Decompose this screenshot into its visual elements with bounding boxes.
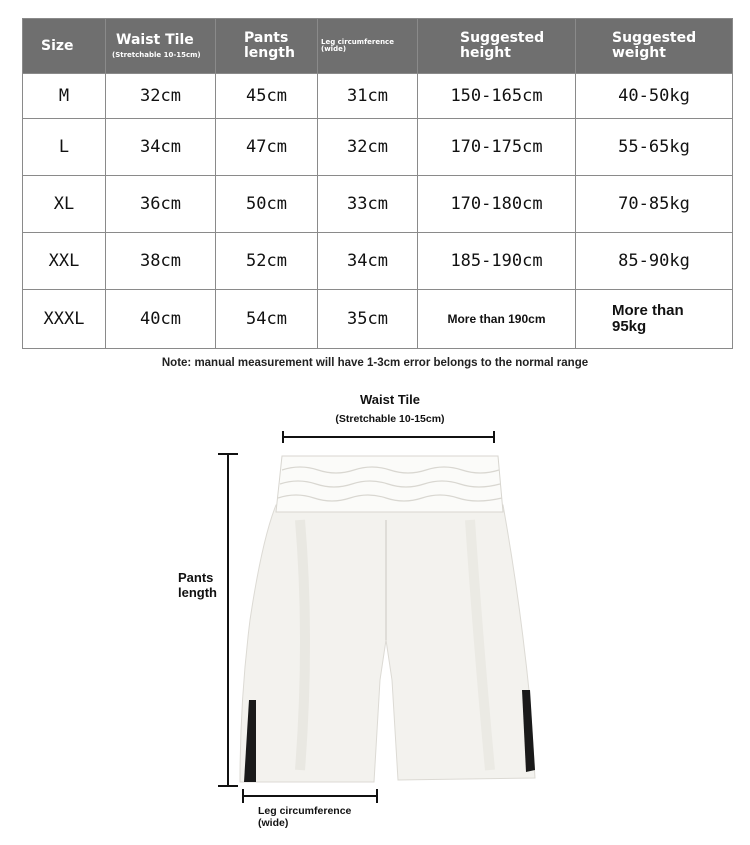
height-cell: 185-190cm bbox=[418, 233, 576, 290]
height-cell: 150-165cm bbox=[418, 74, 576, 119]
header-pants-length: Pants length bbox=[216, 19, 318, 74]
table-row bbox=[23, 74, 733, 119]
size-cell: XXXL bbox=[23, 290, 106, 349]
table-row bbox=[23, 290, 733, 349]
right-side-stripe bbox=[522, 690, 535, 772]
leg-cell: 33cm bbox=[318, 176, 418, 233]
size-cell: L bbox=[23, 119, 106, 176]
waist-dimension-line bbox=[283, 431, 494, 443]
table-row bbox=[23, 233, 733, 290]
table-row bbox=[23, 176, 733, 233]
size-cell: XXL bbox=[23, 233, 106, 290]
waist-cell: 32cm bbox=[106, 74, 216, 119]
leg-label-line2: (wide) bbox=[258, 817, 289, 829]
pants-length-cell: 45cm bbox=[216, 74, 318, 119]
header-suggested-weight: Suggested weight bbox=[576, 19, 733, 74]
pants-length-diagram-label bbox=[178, 570, 217, 600]
height-cell: 170-180cm bbox=[418, 176, 576, 233]
waist-cell: 34cm bbox=[106, 119, 216, 176]
shorts-illustration bbox=[240, 456, 535, 782]
leg-cell: 34cm bbox=[318, 233, 418, 290]
header-size: Size bbox=[23, 19, 106, 74]
waist-cell: 36cm bbox=[106, 176, 216, 233]
shorts-body bbox=[240, 505, 535, 782]
pants-length-cell: 52cm bbox=[216, 233, 318, 290]
header-waist: Waist Tile (Stretchable 10-15cm) bbox=[106, 19, 216, 74]
leg-cell: 31cm bbox=[318, 74, 418, 119]
measurement-note: Note: manual measurement will have 1-3cm error belongs to the normal range bbox=[161, 357, 589, 369]
leg-cell: 35cm bbox=[318, 290, 418, 349]
weight-cell: 85-90kg bbox=[576, 233, 733, 290]
pants-length-cell: 47cm bbox=[216, 119, 318, 176]
waist-diagram-label: Waist Tile bbox=[360, 392, 420, 407]
size-cell: XL bbox=[23, 176, 106, 233]
weight-cell: 40-50kg bbox=[576, 74, 733, 119]
height-cell: 170-175cm bbox=[418, 119, 576, 176]
waist-cell: 38cm bbox=[106, 233, 216, 290]
pants-label-line1: Pants bbox=[178, 570, 214, 585]
left-side-stripe bbox=[244, 700, 256, 782]
table-row bbox=[23, 119, 733, 176]
leg-cell: 32cm bbox=[318, 119, 418, 176]
leg-label-line1: Leg circumference bbox=[258, 805, 352, 817]
height-cell: More than 190cm bbox=[418, 290, 576, 349]
leg-dimension-line bbox=[243, 789, 377, 803]
pants-length-cell: 54cm bbox=[216, 290, 318, 349]
waist-cell: 40cm bbox=[106, 290, 216, 349]
pants-length-cell: 50cm bbox=[216, 176, 318, 233]
size-chart-table bbox=[22, 18, 733, 349]
length-dimension-line bbox=[218, 454, 238, 786]
header-leg-circumference: Leg circumference (wide) bbox=[318, 19, 418, 74]
table-header-row bbox=[23, 19, 733, 74]
pants-label-line2: length bbox=[178, 585, 217, 600]
waist-diagram-sublabel: (Stretchable 10-15cm) bbox=[335, 413, 445, 425]
header-suggested-height: Suggested height bbox=[418, 19, 576, 74]
size-cell: M bbox=[23, 74, 106, 119]
weight-cell: 70-85kg bbox=[576, 176, 733, 233]
weight-text: More than 95kg bbox=[612, 302, 684, 335]
leg-circumference-diagram-label bbox=[258, 805, 351, 829]
weight-cell: 55-65kg bbox=[576, 119, 733, 176]
weight-cell bbox=[576, 290, 733, 349]
waistband bbox=[276, 456, 503, 512]
